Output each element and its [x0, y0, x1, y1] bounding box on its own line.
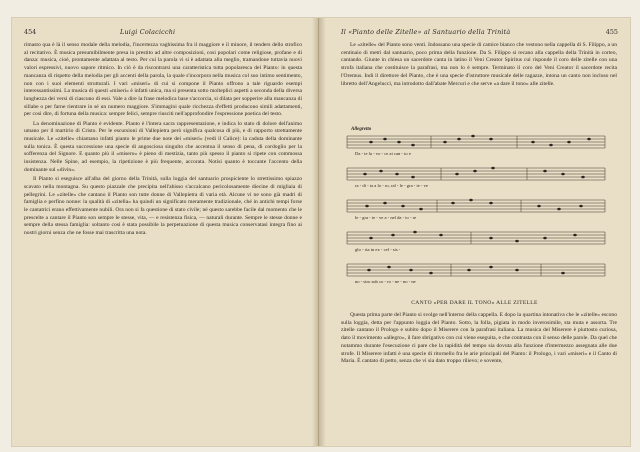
notes-staff-4 [369, 231, 577, 243]
lyric-line-1: Da - te la - vo - ce ai can - to e [355, 151, 411, 156]
notes-staff-2 [363, 167, 585, 179]
lyric-line-2: ra - di - ta a lo - ro, ral - le - gra - te - ve [355, 183, 428, 188]
left-running-head: Luigi Colacicchi [120, 28, 176, 36]
left-body-text [24, 42, 302, 239]
staff-3 [347, 200, 605, 212]
right-paragraph: Questa prima parte del Pianto si svolge nell'interno della cappella. E dopo la quartina intonativa che le «zitelle» escono sulla loggia, detta per l'appunto loggia del Pianto. Sotto, la folla, pigiata in modo inverosimile, sta muta e assorta. Tre zitelle cantano il Prologo e subito dopo il Miserere con la parafrasi italiana. La musica del Miserere è piuttosto curiosa, dato il movimento «allegro», il fare sbrigativo con cui viene eseguita, e che contrasta con il senso delle parole. Da quel che notammo durante l'esecuzione ci pare che la rapidità del tempo sia dovuta alla funzione d'intermezzo assegnata alle due strofe. Il Miserere infatti è una specie di ritornello fra le arie principali del Pianto: il Prologo, i vari «miseri» e il Canto di Maria. È cantato di petto, senza che vi sia dato troppo rilievo; e sovente, [341, 312, 617, 365]
right-page-number: 455 [605, 28, 618, 36]
right-running-head: Il «Pianto delle Zitelle» al Santuario della Trinità [341, 28, 511, 36]
right-paragraph: Le «zitelle» del Pianto sono venti. Indossano una specie di camice bianco che vestono nella cappella di S. Filippo, a un centinaio di metri dal santuario, poco prima della funzione. Da S. Filippo si recano alla cappella della Trinità in corteo, cantando. Giunte in chiesa un sacerdote canta in latino il Veni Creator Spiritus cui risponde il coro delle zitelle con una strofa italiana che costituisce la parafrasi, ma non lo è sempre. Terminato il coro del Veni Creator il sacerdote recita l'Oremus. Indi il direttore del Pianto, che è una specie d'istruttore musicale delle ragazze, intona un canto non incluso nel libretto dell'Angelucci, ma introdotto dall'abate Mercuri e che serve «a dare il tono» alle zitelle. [341, 42, 617, 87]
left-page [12, 18, 319, 446]
lyric-line-3: le - gra - te - ve a - nel da - to - re [355, 215, 417, 220]
lyric-line-5: no - stro sub co - ro - ne - no - ne [355, 279, 416, 284]
music-caption: CANTO «PER DARE IL TONO» ALLE ZITELLE [411, 300, 538, 306]
left-paragraph: rimasto qua è là il senso modale della melodia, l'incertezza vaghissima fra il maggiore e il minore, il tenders dello strofico al recitativo. È musica presumibilmente presa in prestito ad altre composizioni, così popolari come religiose, profane e di danza: musica, cioè, prontamente adattata al testo. Per cui la parola vi si è adattata alla meglio, tramandone tuttavia nuovi valori espressivi, nuovo sapore ritmico. In ciò è da riscontrarsi una caratteristica tutta popolaresca del Pianto: in questa mancanza di rispetto della melodia per gli accenti della parola, la quale s'incorpora nella musica col suo intimo sentimento, non con i suoi elementi strutturali. I vari «miseri» di cui si compone il Pianto offrono a tale riguardo esempi interessantissimi. La musica di questi «miseri» è infatti unica, ma si presenta sotto molteplici aspetti a seconda della diversa lunghezza dei versi di ciascuno di essi. Vale a dire la frase melodica base s'accorcia, si dilata per sopperire alla mancanza di sillabe o per farne rientrare in sé un numero maggiore. S'immagini quale ricchezza d'effetti producono simili adattamenti, per così dire, di fortuna della musica: sempre felici, sempre riusciti nell'approfondire l'espressione poetica del testo. [24, 42, 302, 118]
staff-1 [347, 136, 605, 148]
staff-2 [347, 168, 605, 180]
staff-5 [347, 264, 605, 276]
right-body-text-top [341, 42, 617, 90]
book-spread [12, 18, 630, 446]
right-page [319, 18, 630, 446]
notes-staff-1 [369, 135, 591, 147]
music-score [341, 122, 609, 294]
notes-staff-3 [365, 199, 583, 211]
left-page-number: 454 [24, 28, 37, 36]
book-gutter [312, 18, 326, 446]
tempo-marking: Allegretto [351, 127, 372, 132]
lyric-line-4: glo - ria in ex - cel - sis - [355, 247, 401, 252]
right-body-text-bottom [341, 312, 617, 368]
left-paragraph: Il Pianto si eseguisce all'alba del giorno della Trinità, sulla loggia del santuario prospiciente lo strettissimo spiazzo scavato nella montagna. Su questo piazzale che precipita nell'abisso s'accalcano pericolosamente diecine di migliaia di pellegrini. Le «zitelle» che cantano il Pianto son tutte donne di Vallepietra di varia età. Alcune vi ne sono già madri di famiglia e perfino nonne: la qualità di «zitella» ha quindi un significato meramente tradizionale, ché in antichi tempi forse le cantatrici erano effettivamente nubili. Ora non si fa questione di stato civile; né questo sarebbe facile dal momento che le prescelte a cantare il Pianto son sempre le stesse, vita, — e resistenza fisica, — naturali durante. Sempre le stesse donne e sempre della stessa famiglia: soltanto così è stata possibile la perpetuazione di questa musica conservatasi integra fino ai nostri giorni senza che ne fosse mai trascritta una nota. [24, 176, 302, 237]
staff-4 [347, 232, 605, 244]
left-paragraph: La denominazione di Pianto è evidente. Pianto è l'intera sacra rappresentazione, e indica lo stato di dolore dell'animo umano per il martirio di Cristo. Per le escursioni di Vallepietra però significa qualcosa di più, e di rapporto strettamente musicale. Le «zitelle» chiamano infatti pianto le prime due note dei «miseri» (vedi il Calice): la caduta della dominante sulla tonica. È questa successione una specie di angosciosa singulto che accentua il senso di pena, di cordoglio per la sofferenza del Signore. E quanto più il «misero» è pieno di mestizia, tanto più spesso il pianto si ripete con commossa insistenza. Nelle Spine, ad esempio, la ripetizione è più frequente, accorata. Notisi quanto è toccante l'accento della dominante sul «divin». [24, 120, 302, 173]
